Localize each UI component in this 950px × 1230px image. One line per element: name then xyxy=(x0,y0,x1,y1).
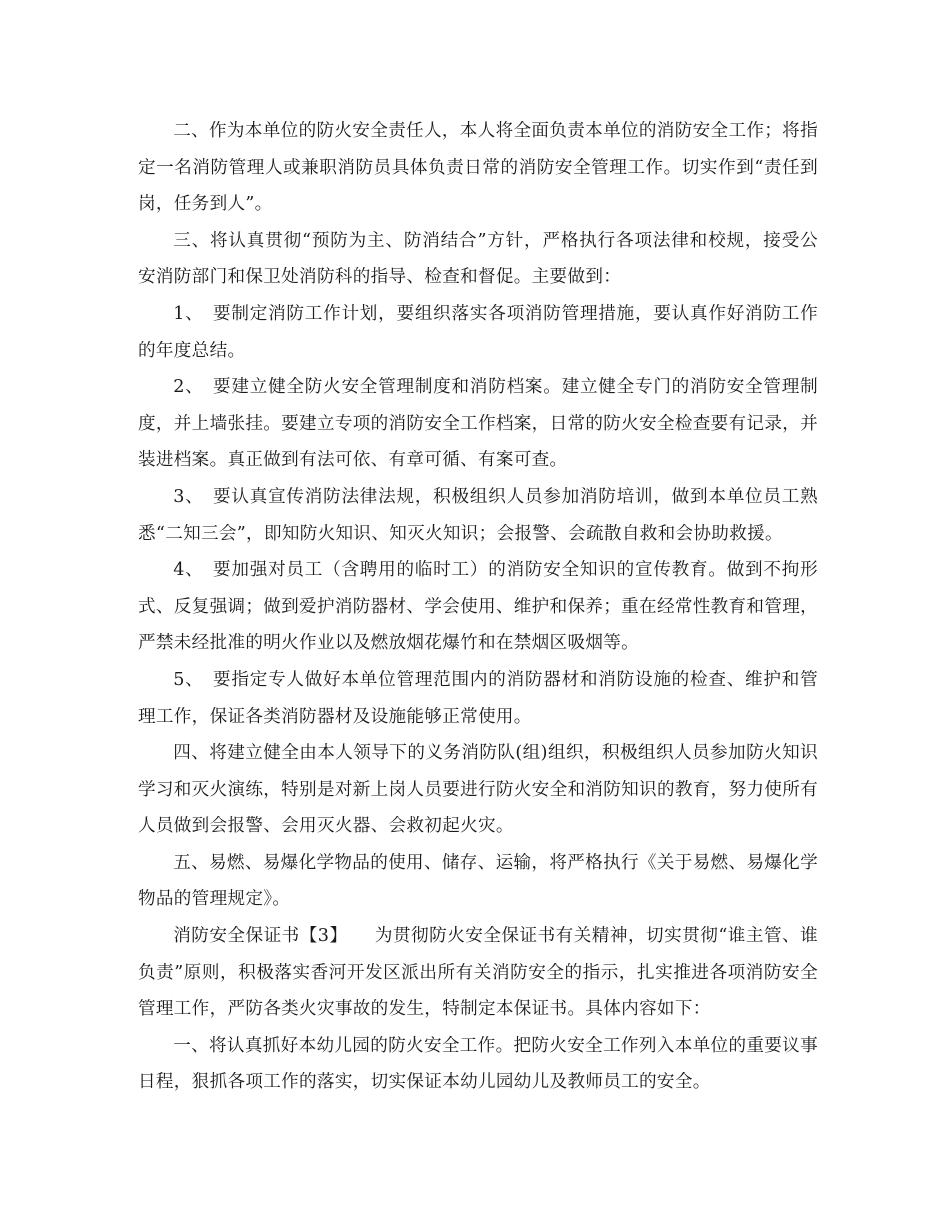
paragraph-kindergarten-safety: 一、将认真抓好本幼儿园的防火安全工作。把防火安全工作列入本单位的重要议事日程，狠抓各项工作的落实，切实保证本幼儿园幼儿及教师员工的安全。 xyxy=(138,1035,818,1093)
paragraph-responsibility: 二、作为本单位的防火安全责任人，本人将全面负责本单位的消防安全工作；将指定一名消防管理人或兼职消防员具体负责日常的消防安全管理工作。切实作到“责任到岗，任务到人”。 xyxy=(138,121,818,215)
paragraph-item-3: 3、 要认真宣传消防法律法规，积极组织人员参加消防培训，做到本单位员工熟悉“二知三会”，即知防火知识、知灭火知识；会报警、会疏散自救和会协助救援。 xyxy=(138,486,818,544)
document-body xyxy=(138,113,818,1101)
paragraph-guarantee-3-intro: 消防安全保证书【3】 为贯彻防火安全保证书有关精神，切实贯彻“谁主管、谁负责”原则，积极落实香河开发区派出所有关消防安全的指示，扎实推进各项消防安全管理工作，严防各类火灾事故的发生，特制定本保证书。具体内容如下： xyxy=(138,926,818,1020)
paragraph-item-2: 2、 要建立健全防火安全管理制度和消防档案。建立健全专门的消防安全管理制度，并上墙张挂。要建立专项的消防安全工作档案，日常的防火安全检查要有记录，并装进档案。真正做到有法可依、有章可循、有案可查。 xyxy=(138,377,818,471)
paragraph-hazardous-materials: 五、易燃、易爆化学物品的使用、储存、运输，将严格执行《关于易燃、易爆化学物品的管理规定》。 xyxy=(138,852,818,910)
paragraph-policy: 三、将认真贯彻“预防为主、防消结合”方针，严格执行各项法律和校规，接受公安消防部门和保卫处消防科的指导、检查和督促。主要做到： xyxy=(138,230,818,288)
paragraph-item-1: 1、 要制定消防工作计划，要组织落实各项消防管理措施，要认真作好消防工作的年度总结。 xyxy=(138,303,818,361)
paragraph-item-5: 5、 要指定专人做好本单位管理范围内的消防器材和消防设施的检查、维护和管理工作，保证各类消防器材及设施能够正常使用。 xyxy=(138,669,818,727)
paragraph-fire-brigade: 四、将建立健全由本人领导下的义务消防队(组)组织，积极组织人员参加防火知识学习和灭火演练，特别是对新上岗人员要进行防火安全和消防知识的教育，努力使所有人员做到会报警、会用灭火器、会救初起火灾。 xyxy=(138,743,818,837)
paragraph-item-4: 4、 要加强对员工（含聘用的临时工）的消防安全知识的宣传教育。做到不拘形式、反复强调；做到爱护消防器材、学会使用、维护和保养；重在经常性教育和管理，严禁未经批准的明火作业以及燃放烟花爆竹和在禁烟区吸烟等。 xyxy=(138,560,818,654)
